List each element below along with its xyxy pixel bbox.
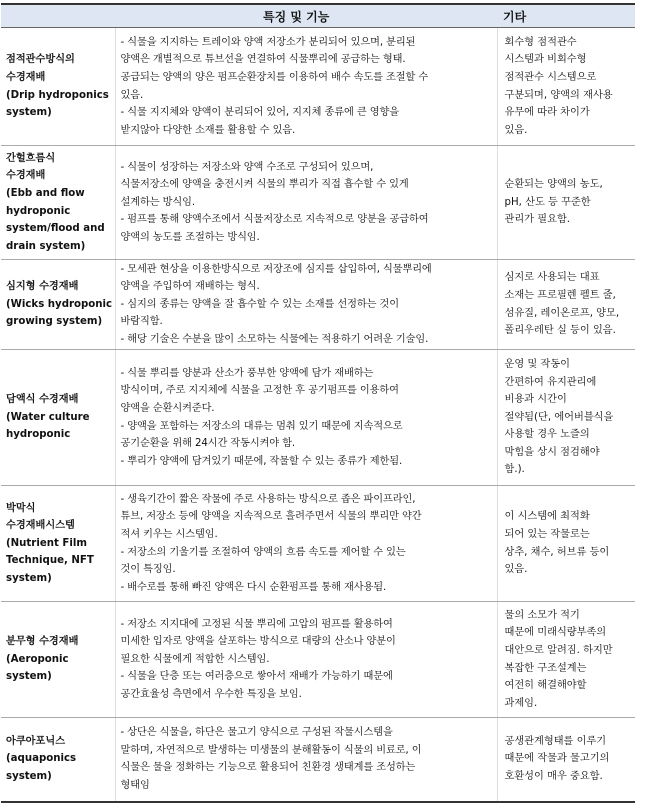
table-row	[1, 28, 635, 146]
hydroponics-table	[1, 3, 635, 803]
other-note: 이 시스템에 최적화 되어 있는 작물로는 상추, 채수, 허브류 등이 있음.	[504, 511, 610, 576]
header-blank	[1, 4, 115, 28]
header-row	[1, 4, 635, 28]
table-row	[1, 260, 635, 350]
table-row	[1, 146, 635, 260]
system-name: 아쿠아포닉스 (aquaponics system)	[6, 735, 77, 783]
system-name: 점적관수방식의 수경재배 (Drip hydroponics system)	[6, 54, 109, 119]
feature-description: - 생육기간이 짧은 작물에 주로 사용하는 방식으로 좁은 파이프라인, 튜브, 저장소 등에 양액을 지속적으로 흘려주면서 식물의 뿌리만 약간 적셔 키우는 시스템임. - 저장소의 기울기를 조절하여 양액의 흐름 속도를 제어할 수 있는 것이 특징임. - 배수로를 통해 빠진 양액은 다시 순환펌프를 통해 재사용됨.	[120, 493, 422, 593]
header-other: 기타	[497, 4, 635, 28]
other-note: 회수형 점적관수 시스템과 비회수형 점적관수 시스템으로 구분되며, 양액의 재사용 유무에 따라 차이가 있음.	[504, 36, 613, 136]
other-note: 순환되는 양액의 농도, pH, 산도 등 꾸준한 관리가 필요함.	[504, 179, 603, 226]
other-note: 운영 및 작동이 간편하여 유지관리에 비용과 시간이 절약됨(단, 에어버블식을 사용할 경우 노즐의 막힘을 상시 점검해야 함.).	[504, 358, 614, 476]
other-note: 심지로 사용되는 대표 소재는 프로필렌 펠트 줄, 섬유질, 레이온로프, 양모, 폴리우레탄 실 등이 있음.	[504, 272, 620, 337]
feature-description: - 상단은 식물을, 하단은 물고기 양식으로 구성된 작물시스템을 말하며, 자연적으로 발생하는 미생물의 분해활동이 식물의 비료로, 이 식물은 물을 정화하는 기능으로 활용되어 친환경 생태계를 조성하는 형태임	[120, 727, 422, 791]
system-name: 분무형 수경재배 (Aeroponic system)	[6, 636, 79, 683]
other-note: 공생관계형태를 이루기 때문에 작물과 물고기의 호환성이 매우 중요함.	[504, 735, 610, 783]
system-name: 담액식 수경재배 (Water culture hydroponic	[6, 394, 90, 441]
system-name: 박막식 수경재배시스템 (Nutrient Film Technique, NFT system)	[6, 502, 94, 584]
feature-description: - 식물이 성장하는 저장소와 양액 수조로 구성되어 있으며, 식물저장소에 양액을 충전시켜 식물의 뿌리가 직접 흡수할 수 있게 설계하는 방식임. - 펌프를 통해 양액수조에서 식물저장소로 지속적으로 양분을 공급하여 양액의 농도를 조절하는 방식임.	[120, 161, 429, 243]
system-name: 간헐흐름식 수경재배 (Ebb and flow hydroponic system/flood and drain system)	[6, 152, 105, 252]
feature-description: - 식물 뿌리를 양분과 산소가 풍부한 양액에 담가 재배하는 방식이며, 주로 지지체에 식물을 고정한 후 공기펌프를 이용하여 양액을 순환시켜준다. - 양액을 포함하는 저장소의 대류는 멈춰 있기 때문에 지속적으로 공기순환을 위해 24시간 작동시켜야 함. - 뿌리가 양액에 담겨있기 때문에, 작물할 수 있는 종류가 제한됨.	[120, 367, 403, 467]
feature-description: - 식물을 지지하는 트레이와 양액 저장소가 분리되어 있으며, 분리된 양액은 개별적으로 튜브선을 연결하여 식물뿌리에 공급하는 형태. 공급되는 양액의 양은 펌프순환장치를 이용하여 배수 속도를 조절할 수 있음. - 식물 지지체와 양액이 분리되어 있어, 지지체 종류에 큰 영향을 받지않아 다양한 소재를 활용할 수 있음.	[120, 36, 429, 136]
other-note: 물의 소모가 적기 때문에 미래식량부족의 대안으로 알려짐. 하지만 복잡한 구조설계는 여전히 해결해야할 과제임.	[504, 609, 613, 709]
system-name: 심지형 수경재배 (Wicks hydroponic growing system)	[6, 281, 113, 328]
table-row	[1, 486, 635, 602]
header-features: 특징 및 기능	[115, 4, 497, 28]
feature-description: - 모세관 현상을 이용한방식으로 저장조에 심지를 삽입하여, 식물뿌리에 양액을 주입하여 재배하는 형식. - 심지의 종류는 양액을 잘 흡수할 수 있는 소재를 선정하는 것이 바람직함. - 해당 기술은 수분을 많이 소모하는 식물에는 적용하기 어려운 기술임.	[120, 263, 432, 345]
table-row	[1, 350, 635, 486]
feature-description: - 저장소 지지대에 고정된 식물 뿌리에 고압의 펌프를 활용하여 미세한 입자로 양액을 살포하는 방식으로 대량의 산소나 양분이 필요한 식물에게 적합한 시스템임. - 식물을 단층 또는 여러층으로 쌓아서 재배가 가능하기 때문에 공간효율성 측면에서 우수한 특징을 보임.	[120, 618, 396, 700]
table-row	[1, 602, 635, 718]
table-row	[1, 718, 635, 802]
